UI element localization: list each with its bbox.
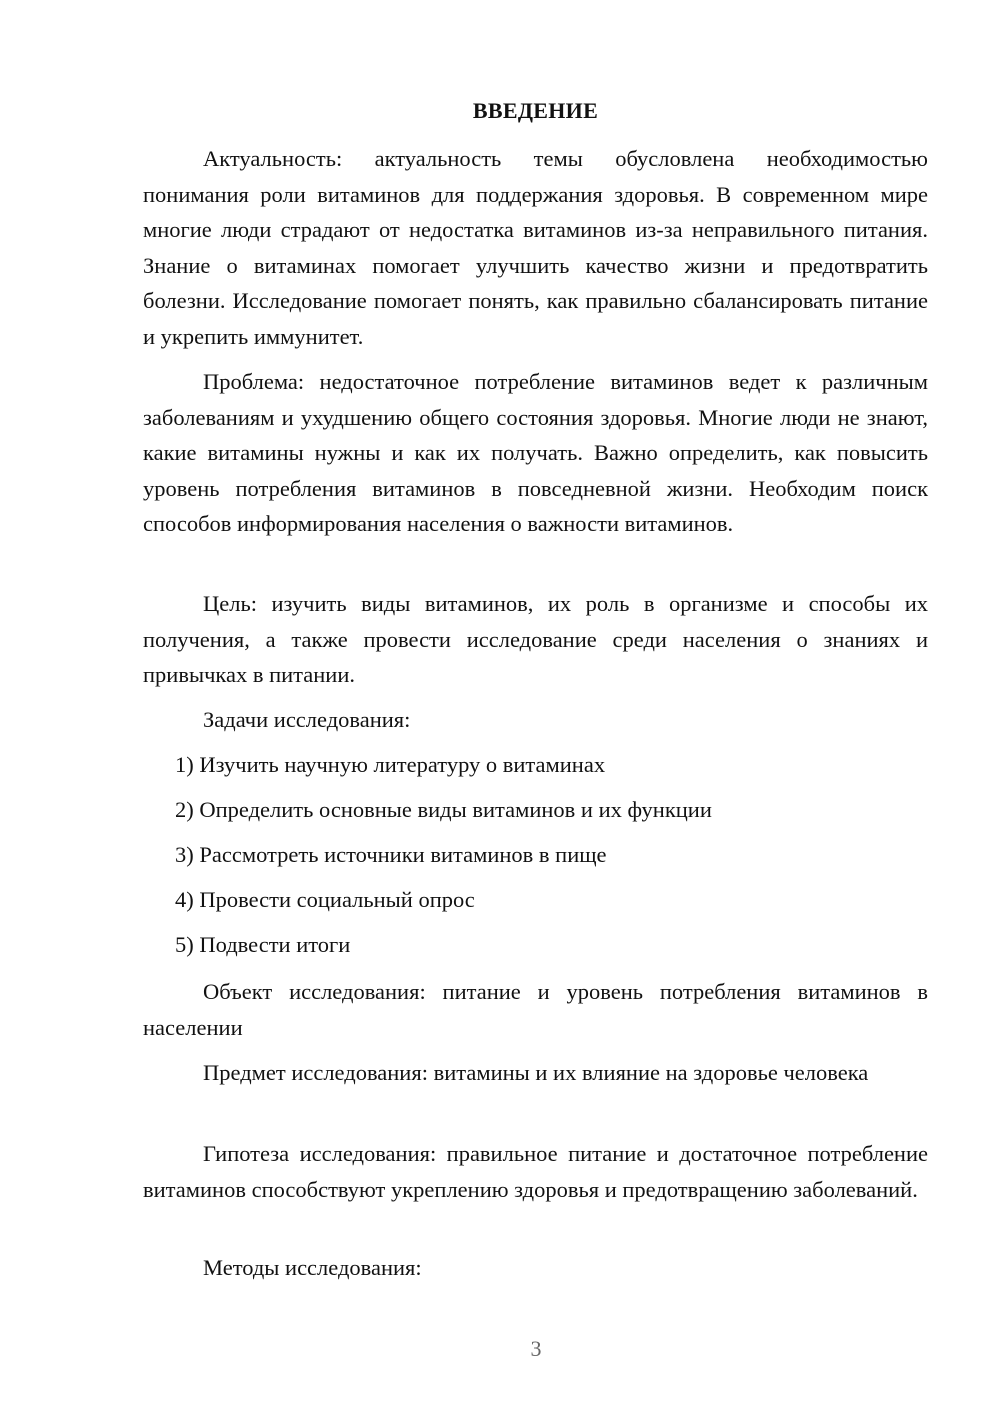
methods-heading: Методы исследования: — [203, 1255, 422, 1280]
task-item: 4) Провести социальный опрос — [175, 887, 475, 912]
problem-paragraph-block — [143, 364, 928, 542]
relevance-paragraph: Актуальность: актуальность темы обусловлена необходимостью понимания роли витаминов для поддержания здоровья. В современном мире многие люди страдают от недостатка витаминов из-за неправильного питания. Знание о витаминах помогает улучшить качество жизни и предотвратить болезни. Исследование помогает понять, как правильно сбалансировать питание и укрепить иммунитет. — [143, 146, 928, 349]
relevance-paragraph-block — [143, 141, 928, 354]
task-item: 2) Определить основные виды витаминов и их функции — [175, 797, 712, 822]
subject-paragraph: Предмет исследования: витамины и их влияние на здоровье человека — [203, 1060, 869, 1085]
page-title: ВВЕДЕНИЕ — [472, 98, 599, 123]
problem-paragraph: Проблема: недостаточное потребление витаминов ведет к различным заболеваниям и ухудшению общего состояния здоровья. Многие люди не знают, какие витамины нужны и как их получать. Важно определить, как повысить уровень потребления витаминов в повседневной жизни. Необходим поиск способов информирования населения о важности витаминов. — [143, 369, 928, 536]
goal-paragraph: Цель: изучить виды витаминов, их роль в организме и способы их получения, а также провести исследование среди населения о знаниях и привычках в питании. — [143, 591, 928, 687]
object-paragraph-block — [143, 974, 928, 1045]
hypothesis-paragraph: Гипотеза исследования: правильное питание и достаточное потребление витаминов способствуют укреплению здоровья и предотвращению заболеваний. — [143, 1141, 928, 1202]
task-item: 5) Подвести итоги — [175, 932, 351, 957]
task-item: 1) Изучить научную литературу о витаминах — [175, 752, 606, 777]
task-item: 3) Рассмотреть источники витаминов в пище — [175, 842, 607, 867]
page-number: 3 — [530, 1336, 542, 1361]
hypothesis-paragraph-block — [143, 1136, 928, 1207]
object-paragraph: Объект исследования: питание и уровень потребления витаминов в населении — [143, 979, 928, 1040]
subject-paragraph-block — [143, 1055, 928, 1091]
goal-paragraph-block — [143, 586, 928, 693]
tasks-heading: Задачи исследования: — [203, 707, 411, 732]
